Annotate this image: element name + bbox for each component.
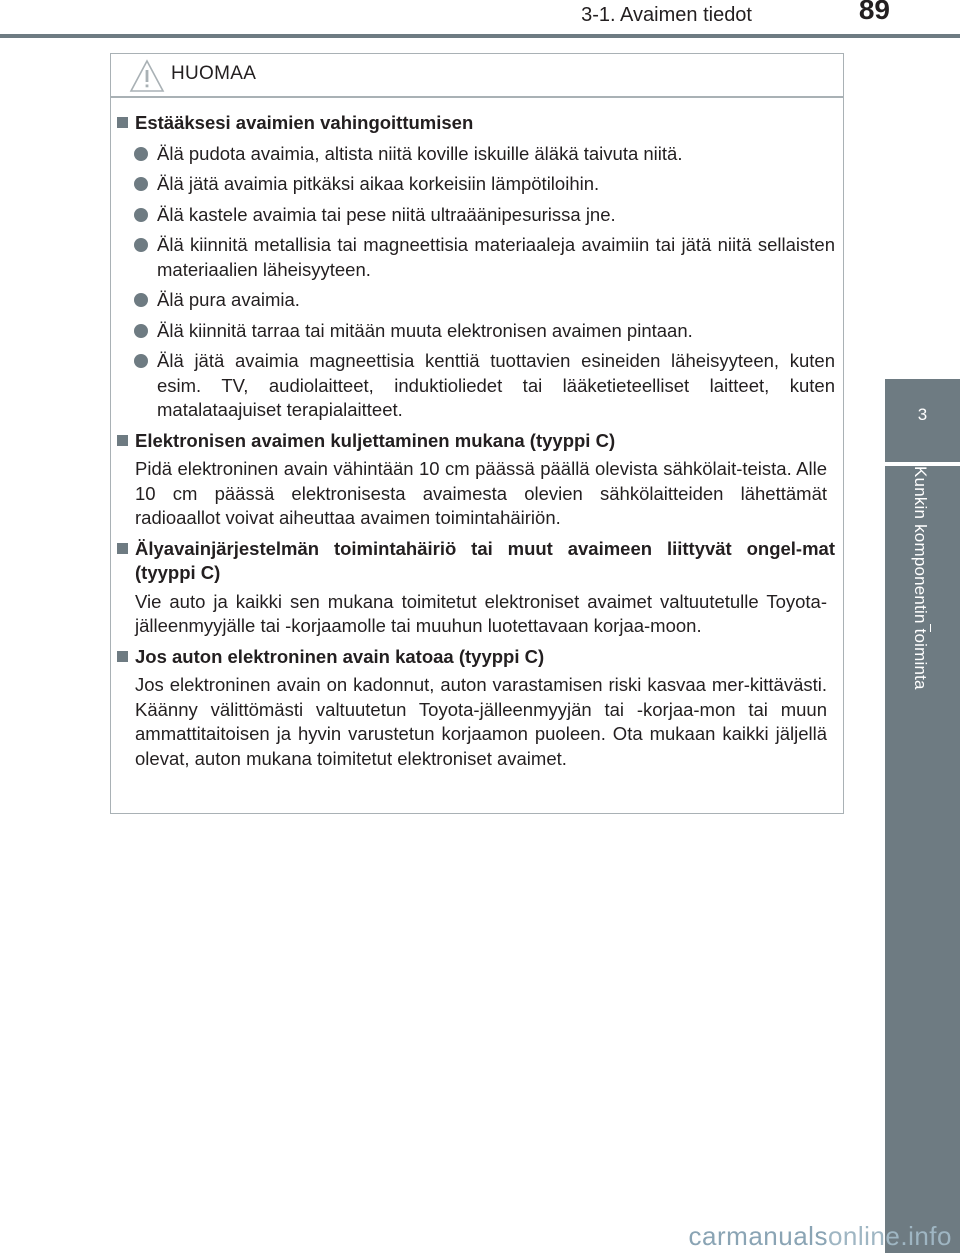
section-heading-text: Estääksesi avaimien vahingoittumisen [135,112,474,133]
round-bullet-icon [134,354,148,368]
round-bullet-icon [134,293,148,307]
section-heading [111,429,843,454]
list-item [111,349,843,423]
section-paragraph: Pidä elektroninen avain vähintään 10 cm päässä päällä olevista sähkölait-teista. Alle 10 cm päässä elektronisesta avaimesta olevien sähkölaitteiden lähettämät radioaallot voivat aiheuttaa avaimen toimintahäiriön. [135,458,827,528]
square-bullet-icon [117,543,128,554]
list-item-text: Älä kiinnitä tarraa tai mitään muuta elektronisen avaimen pintaan. [157,319,693,341]
chapter-number: 3 [917,405,928,424]
list-item-text: Älä jätä avaimia magneettisia kenttiä tuottavien esineiden läheisyyteen, kuten esim. TV, audiolaitteet, induktioliedet tai lääketieteelliset laitteet, kuten matalataajuiset terapialaitteet. [157,350,835,420]
list-item [111,233,843,282]
round-bullet-icon [134,177,148,191]
round-bullet-icon [134,324,148,338]
section-heading-text: Elektronisen avaimen kuljettaminen mukana (tyyppi C) [135,429,616,451]
section-title: 3-1. Avaimen tiedot [581,4,752,26]
list-item-text: Älä jätä avaimia pitkäksi aikaa korkeisiin lämpötiloihin. [157,173,600,194]
list-item [111,319,843,344]
notice-box [110,53,844,814]
square-bullet-icon [117,435,128,446]
notice-header [111,54,843,96]
section-smart-key-malfunction [111,537,843,639]
watermark-part: online.info [827,1220,952,1251]
section-heading [111,111,843,136]
list-item [111,142,843,167]
bullet-list [111,142,843,423]
watermark [689,1222,952,1250]
warning-triangle-icon [129,59,165,93]
page-number: 89 [858,0,890,25]
notice-header-rule [111,96,843,98]
round-bullet-icon [134,147,148,161]
section-paragraph: Jos elektroninen avain on kadonnut, auton varastamisen riski kasvaa mer-kittävästi. Käänny välittömästi valtuutetun Toyota-jälleenmyyjän tai -korjaa-mon tai muun ammattitaitoisen ja hyvin varustetun korjaamon puoleen. Ota mukaan kaikki jäljellä olevat, auton mukana toimitetut elektroniset avaimet. [135,674,827,769]
list-item [111,288,843,313]
list-item-text: Älä pudota avaimia, altista niitä koville iskuille äläkä taivuta niitä. [157,142,683,164]
section-heading-text: Älyavainjärjestelmän toimintahäiriö tai muut avaimeen liittyvät ongel-mat (tyyppi C) [135,537,835,583]
header-rule [0,34,960,38]
section-paragraph: Vie auto ja kaikki sen mukana toimitetut elektroniset avaimet valtuutetulle Toyota-jälleenmyyjälle tai -korjaamolle tai muuhun luotettavaan korjaa-moon. [135,590,827,636]
section-heading [111,645,843,670]
list-item-text: Älä pura avaimia. [157,289,300,310]
section-key-damage [111,111,843,423]
list-item [111,172,843,197]
round-bullet-icon [134,208,148,222]
section-carrying-key [111,429,843,531]
section-heading [111,537,843,586]
list-item [111,203,843,228]
section-lost-key [111,645,843,772]
chapter-tab [885,379,960,462]
list-item-text: Älä kiinnitä metallisia tai magneettisia materiaaleja avaimiin tai jätä niitä sellaisten materiaalien läheisyyteen. [157,234,835,280]
notice-content [111,111,843,777]
page-header [0,0,960,38]
list-item-text: Älä kastele avaimia tai pese niitä ultraäänipesurissa jne. [157,203,616,225]
chapter-label: Kunkin komponentin toiminta [911,466,930,690]
notice-title: HUOMAA [171,63,257,84]
section-heading-text: Jos auton elektroninen avain katoaa (tyyppi C) [135,645,545,667]
square-bullet-icon [117,117,128,128]
chapter-dash [930,624,931,632]
watermark-part: carmanuals [688,1220,828,1251]
square-bullet-icon [117,651,128,662]
round-bullet-icon [134,238,148,252]
